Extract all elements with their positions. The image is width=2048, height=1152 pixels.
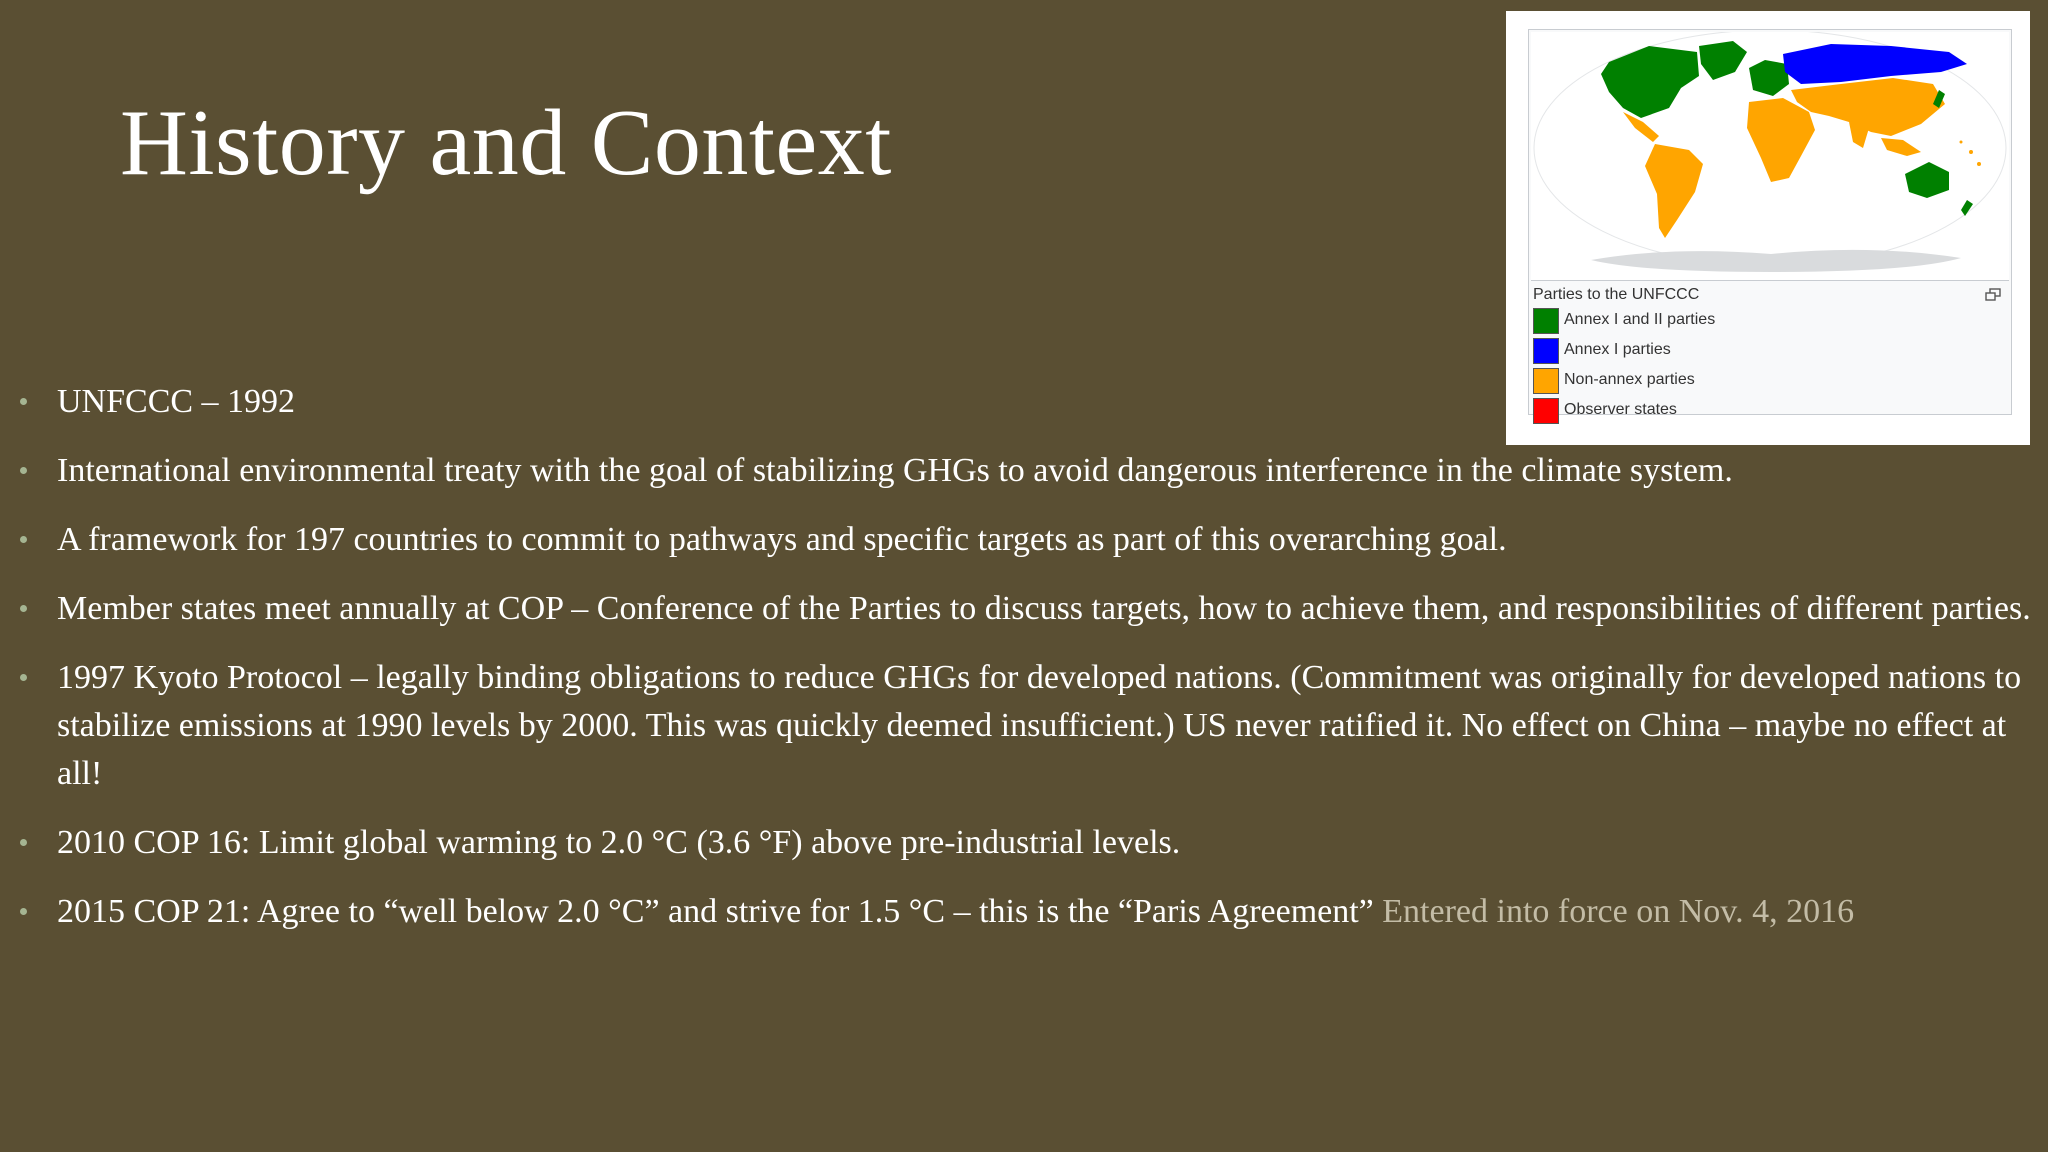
map-panel <box>1506 11 2030 445</box>
legend-swatch <box>1533 398 1559 424</box>
bullet-dot-icon <box>20 605 27 612</box>
bullet-dot-icon <box>20 908 27 915</box>
bullet-text: 2015 COP 21: Agree to “well below 2.0 °C” and strive for 1.5 °C – this is the “Paris Agreement” <box>57 893 1383 930</box>
bullet-text: 1997 Kyoto Protocol – legally binding obligations to reduce GHGs for developed nations. (Commitment was originally for developed nations to stabilize emissions at 1990 levels by 2000. This was quickly deemed insufficient.) US never ratified it. No effect on China – maybe no effect at all! <box>57 659 2022 792</box>
bullet-item <box>0 654 2040 798</box>
bullet-text: A framework for 197 countries to commit to pathways and specific targets as part of this overarching goal. <box>57 521 1507 558</box>
legend-label: Annex I parties <box>1564 341 1671 358</box>
bullet-dot-icon <box>20 674 27 681</box>
bullet-item <box>0 585 2040 633</box>
bullet-note: Entered into force on Nov. 4, 2016 <box>1382 893 1855 930</box>
bullet-dot-icon <box>20 467 27 474</box>
legend-label: Annex I and II parties <box>1564 311 1716 328</box>
slide-title: History and Context <box>120 91 892 195</box>
bullet-dot-icon <box>20 839 27 846</box>
bullet-item <box>0 447 2040 495</box>
legend-label: Observer states <box>1564 401 1677 418</box>
bullet-list <box>0 378 2040 957</box>
bullet-item <box>0 819 2040 867</box>
legend-swatch <box>1533 308 1559 334</box>
bullet-dot-icon <box>20 398 27 405</box>
bullet-text: 2010 COP 16: Limit global warming to 2.0 °C (3.6 °F) above pre-industrial levels. <box>57 824 1181 861</box>
legend-label: Non-annex parties <box>1564 371 1695 388</box>
bullet-text: UNFCCC – 1992 <box>57 383 296 420</box>
bullet-item <box>0 888 2040 936</box>
world-map-graphic <box>1531 32 2009 280</box>
world-map[interactable] <box>1531 32 2009 281</box>
map-frame <box>1528 29 2012 418</box>
legend-swatch <box>1533 368 1559 394</box>
bullet-dot-icon <box>20 536 27 543</box>
map-caption: Parties to the UNFCCC <box>1533 286 1700 303</box>
bullet-text: Member states meet annually at COP – Conference of the Parties to discuss targets, how to achieve them, and responsibilities of different parties. <box>57 590 2031 627</box>
bullet-text: International environmental treaty with the goal of stabilizing GHGs to avoid dangerous interference in the climate system. <box>57 452 1733 489</box>
legend-swatch <box>1533 338 1559 364</box>
enlarge-icon[interactable] <box>1985 288 2001 302</box>
bullet-item <box>0 516 2040 564</box>
